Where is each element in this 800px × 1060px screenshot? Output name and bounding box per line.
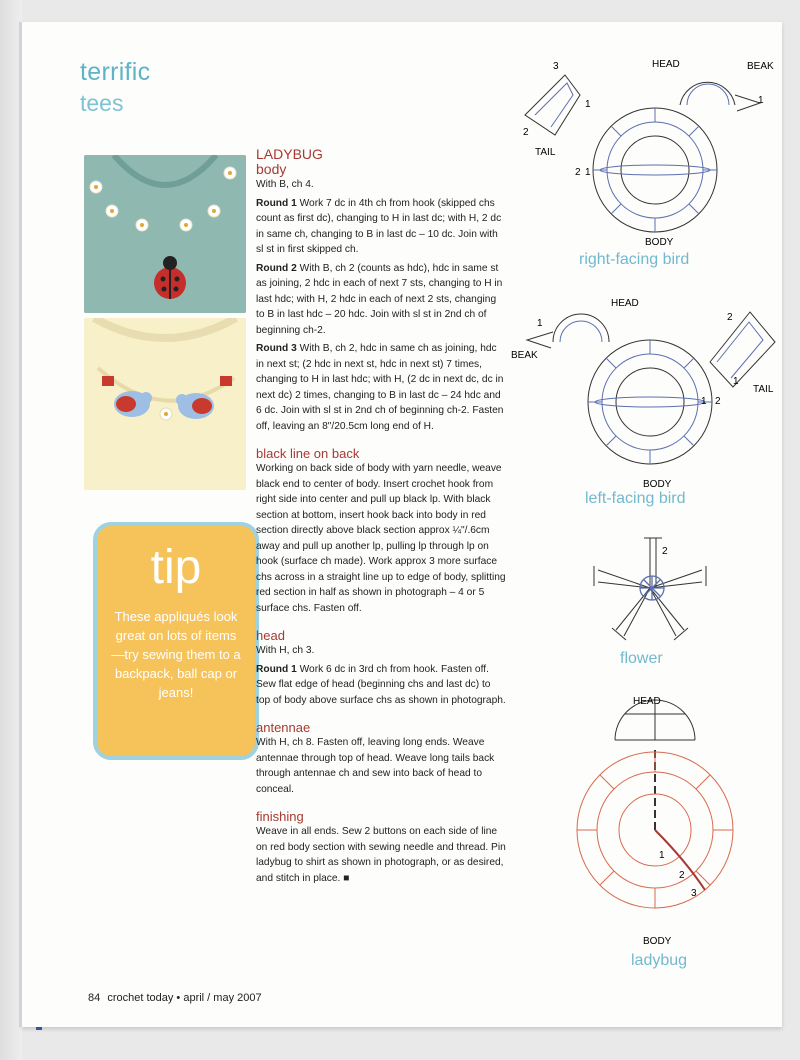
left-bird-num-1c: 1 bbox=[701, 396, 707, 407]
round2-text: With B, ch 2 (counts as hdc), hdc in same st as joining, 2 hdc in each of next 7 sts, changing to H in last hdc; with H, 2 hdc in each of next 2 sts, changing to B in last hdc – 20 hdc. Join with sl st in 2nd ch of beginning ch-2. bbox=[256, 262, 503, 336]
tip-text: These appliqués look great on lots of items—try sewing them to a backpack, ball cap or jeans! bbox=[111, 609, 241, 700]
body-intro: With B, ch 4. bbox=[256, 179, 314, 190]
head-intro: With H, ch 3. bbox=[256, 645, 315, 656]
antennae-heading: antennae bbox=[256, 720, 311, 735]
left-bird-num-2b: 2 bbox=[715, 396, 721, 407]
finishing-text: Weave in all ends. Sew 2 buttons on each side of line on red body section with sewing needle and thread. Pin ladybug to shirt as shown in photograph, or as desired, and stitch in place. ■ bbox=[256, 826, 506, 884]
ladybug-num-3: 3 bbox=[691, 888, 697, 899]
right-bird-num-1b: 1 bbox=[585, 167, 591, 178]
flower-diagram bbox=[580, 530, 720, 675]
body-subtitle: body bbox=[256, 161, 287, 177]
round3-paragraph bbox=[256, 341, 506, 434]
round2-label: Round 2 bbox=[256, 262, 297, 274]
round1-label: Round 1 bbox=[256, 197, 297, 209]
flower-caption: flower bbox=[620, 650, 663, 667]
ladybug-caption: ladybug bbox=[631, 952, 688, 969]
left-bird-tail-label: TAIL bbox=[753, 384, 774, 395]
round1-paragraph bbox=[256, 196, 506, 258]
ladybug-num-1: 1 bbox=[659, 850, 665, 861]
right-bird-tail-label: TAIL bbox=[535, 147, 556, 158]
instructions-column bbox=[256, 146, 506, 886]
footer-bullet: • bbox=[176, 992, 181, 1004]
right-bird-num-1c: 1 bbox=[758, 95, 764, 106]
right-bird-caption: right-facing bird bbox=[579, 251, 690, 268]
left-bird-caption: left-facing bird bbox=[585, 490, 686, 507]
page-footer bbox=[88, 992, 262, 1004]
left-bird-num-1: 1 bbox=[537, 318, 543, 329]
head-round1-paragraph bbox=[256, 662, 506, 709]
finishing-heading: finishing bbox=[256, 809, 304, 824]
right-bird-body-label: BODY bbox=[645, 237, 674, 248]
ladybug-num-2: 2 bbox=[679, 870, 685, 881]
antennae-text: With H, ch 8. Fasten off, leaving long ends. Weave antennae through top of head. Weave long tails back through antennae ch and sew into back of head to conceal. bbox=[256, 737, 495, 795]
black-line-heading: black line on back bbox=[256, 446, 360, 461]
left-bird-num-2: 2 bbox=[727, 312, 733, 323]
right-bird-num-2b: 2 bbox=[575, 167, 581, 178]
head-heading: head bbox=[256, 628, 285, 643]
left-bird-beak-label: BEAK bbox=[511, 350, 538, 361]
round1-text: Work 7 dc in 4th ch from hook (skipped chs count as first dc), changing to H in last dc; with H, 2 dc in same ch, changing to B in last dc – 10 dc. Join with sl st in first skipped ch. bbox=[256, 197, 502, 255]
section-header-line2: tees bbox=[80, 90, 124, 116]
left-bird-head-label: HEAD bbox=[611, 298, 639, 309]
right-bird-num-3: 3 bbox=[553, 61, 559, 72]
page-number: 84 bbox=[88, 992, 101, 1004]
section-header-line1: terrific bbox=[80, 58, 151, 86]
right-bird-num-1: 1 bbox=[585, 99, 591, 110]
left-bird-diagram bbox=[505, 292, 785, 517]
tip-box bbox=[93, 522, 259, 760]
pattern-title: LADYBUG bbox=[256, 146, 323, 162]
ladybug-tee-photo bbox=[84, 155, 246, 313]
tip-title: tip bbox=[150, 541, 202, 594]
head-round1-label: Round 1 bbox=[256, 663, 297, 675]
magazine-name: crochet today bbox=[107, 992, 174, 1004]
flower-num-2: 2 bbox=[662, 546, 668, 557]
ladybug-body-label: BODY bbox=[643, 936, 672, 947]
issue-date: april / may 2007 bbox=[183, 992, 262, 1004]
ladybug-head-label: HEAD bbox=[633, 696, 661, 707]
left-bird-body-label: BODY bbox=[643, 479, 672, 487]
head-round1-text: Work 6 dc in 3rd ch from hook. Fasten off. Sew flat edge of head (beginning chs and last dc) to top of body above surface chs as shown in photograph. bbox=[256, 663, 506, 706]
round3-label: Round 3 bbox=[256, 343, 297, 354]
book-spine bbox=[0, 0, 22, 1060]
right-bird-diagram bbox=[505, 55, 785, 280]
round3-text: With B, ch 2, hdc in same ch as joining, hdc in next st; (2 hdc in next st, hdc in next st) 7 times, changing to H in last hdc; with H, (2 dc in next dc, dc in next dc) 2 times, changing to B in last dc – 24 hdc and 6 dc. Join with sl st in 2nd ch of beginning ch-2. Fasten off, leaving an 8"/20.5cm long end of H. bbox=[256, 343, 504, 432]
right-bird-num-2: 2 bbox=[523, 127, 529, 138]
right-bird-beak-label: BEAK bbox=[747, 61, 774, 72]
right-bird-head-label: HEAD bbox=[652, 59, 680, 70]
round2-paragraph bbox=[256, 261, 506, 339]
black-line-text: Working on back side of body with yarn needle, weave black end to center of body. Insert crochet hook from right side into center and pull up black lp. With black section at bottom, insert hook back into body in red section directly above black section approx ¼"/.6cm away and pull up another lp, pulling lp through lp on hook (surface ch made). Work approx 3 more surface chs across in a straight line up to edge of body, splitting red section in half as shown in photograph – 4 or 5 surface chs. Fasten off. bbox=[256, 463, 506, 614]
birds-tee-photo bbox=[84, 318, 246, 490]
left-bird-num-1b: 1 bbox=[733, 376, 739, 387]
ladybug-diagram bbox=[555, 690, 755, 975]
